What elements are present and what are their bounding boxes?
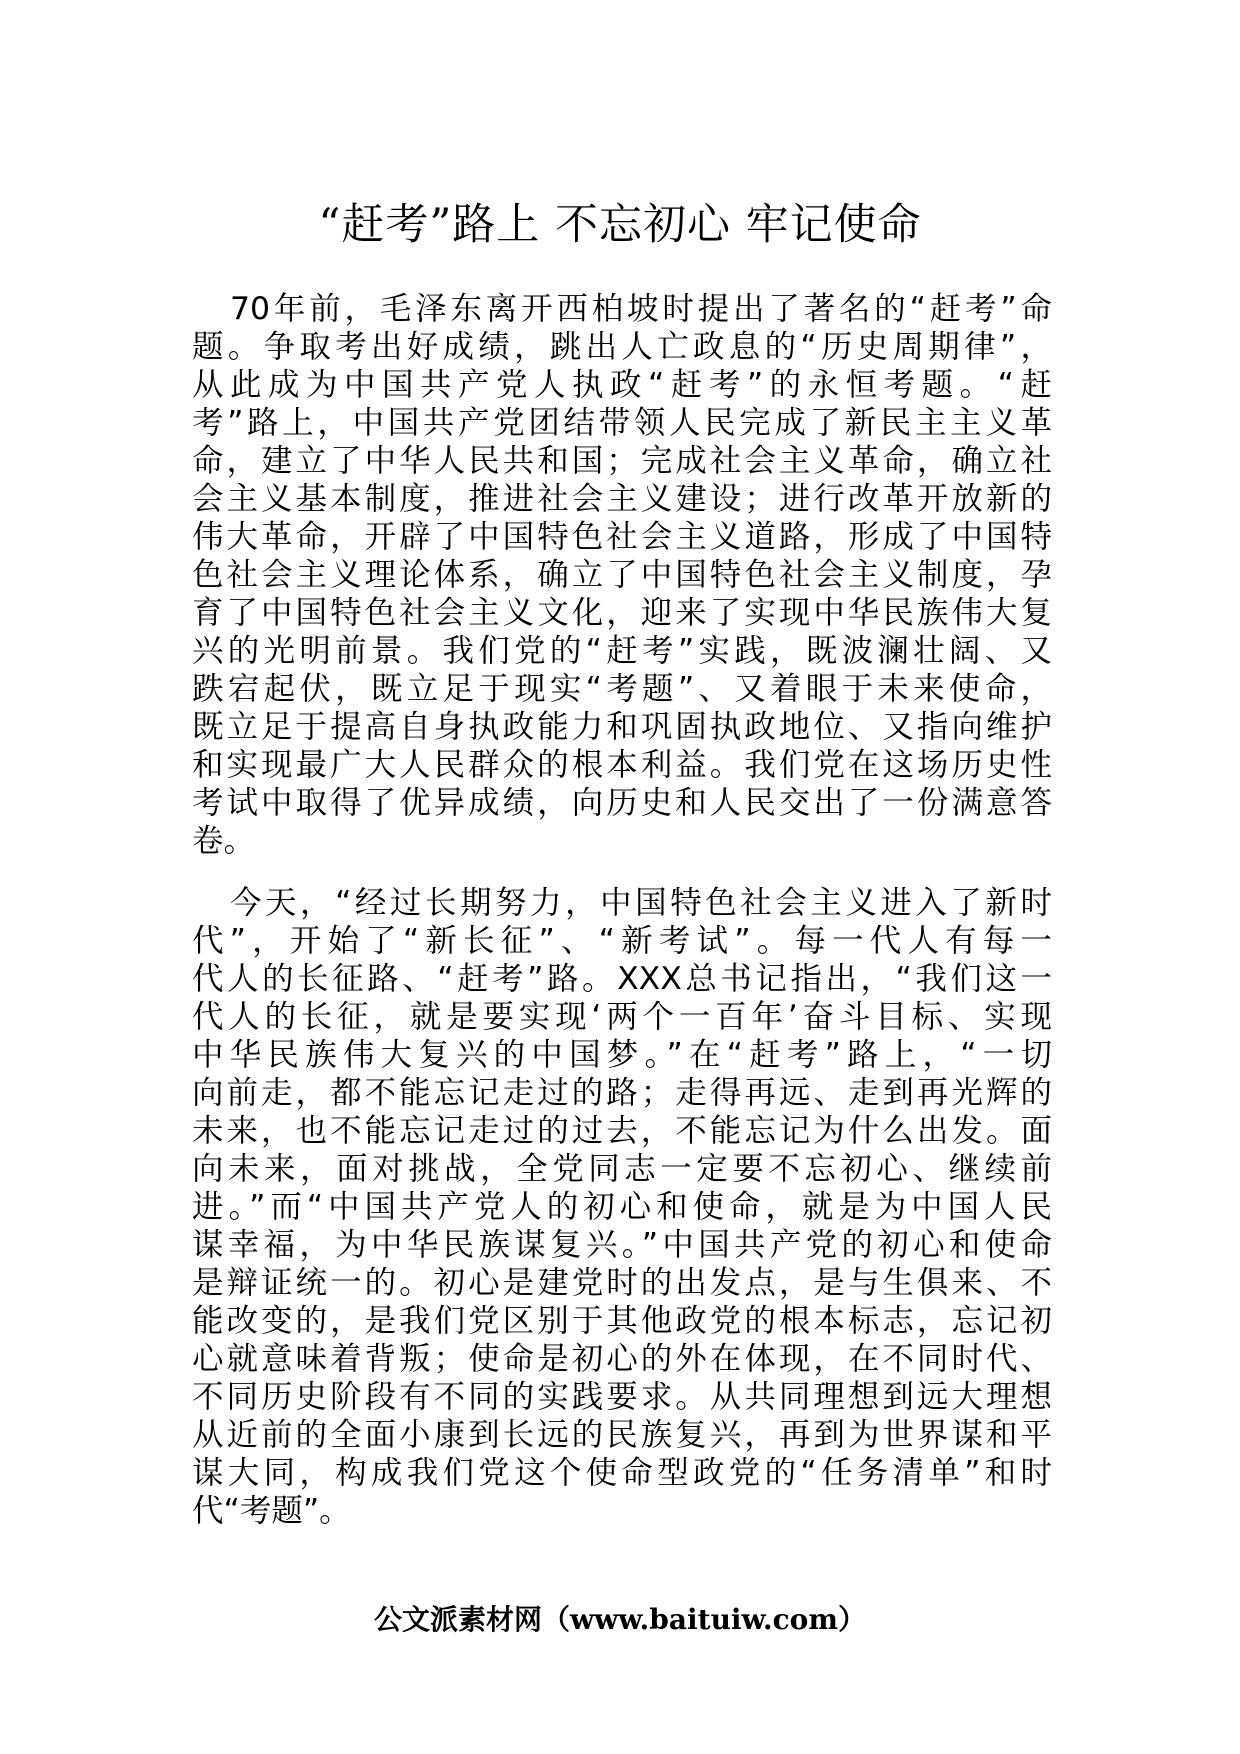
paragraph-line: 心就意味着背叛；使命是初心的外在体现，在不同时代、 bbox=[192, 1341, 1052, 1377]
footer-source: 公文派素材网（www.baituiw.com） bbox=[374, 1603, 866, 1636]
paragraph-line: 代人的长征路、“赶考”路。XXX总书记指出，“我们这一 bbox=[192, 961, 1052, 997]
paragraph-line: 代”，开始了“新长征”、“新考试”。每一代人有每一 bbox=[192, 923, 1052, 959]
paragraph-line: 会主义基本制度，推进社会主义建设；进行改革开放新的 bbox=[192, 481, 1052, 517]
paragraph-line: 兴的光明前景。我们党的“赶考”实践，既波澜壮阔、又 bbox=[192, 633, 1052, 669]
paragraph-line: 70年前，毛泽东离开西柏坡时提出了著名的“赶考”命 bbox=[230, 291, 1052, 327]
paragraph-line: 考”路上，中国共产党团结带领人民完成了新民主主义革 bbox=[192, 405, 1052, 441]
paragraph-line: 未来，也不能忘记走过的过去，不能忘记为什么出发。面 bbox=[192, 1113, 1052, 1149]
paragraph-line: 从此成为中国共产党人执政“赶考”的永恒考题。“赶 bbox=[192, 367, 1052, 403]
paragraph-line: 伟大革命，开辟了中国特色社会主义道路，形成了中国特 bbox=[192, 519, 1052, 555]
paragraph-line: 能改变的，是我们党区别于其他政党的根本标志，忘记初 bbox=[192, 1303, 1052, 1339]
paragraph-line: 向前走，都不能忘记走过的路；走得再远、走到再光辉的 bbox=[192, 1075, 1052, 1111]
paragraph-line: 向未来，面对挑战，全党同志一定要不忘初心、继续前 bbox=[192, 1151, 1052, 1187]
paragraph-line: 考试中取得了优异成绩，向历史和人民交出了一份满意答 bbox=[192, 785, 1052, 821]
paragraph-line: 进。”而“中国共产党人的初心和使命，就是为中国人民 bbox=[192, 1189, 1052, 1225]
paragraph-line: 色社会主义理论体系，确立了中国特色社会主义制度，孕 bbox=[192, 557, 1052, 593]
paragraph-line: 谋幸福，为中华民族谋复兴。”中国共产党的初心和使命 bbox=[192, 1227, 1052, 1263]
document-title: “赶考”路上 不忘初心 牢记使命 bbox=[318, 200, 922, 250]
paragraph-line: 是辩证统一的。初心是建党时的出发点，是与生俱来、不 bbox=[192, 1265, 1052, 1301]
paragraph-line: 代“考题”。 bbox=[192, 1493, 351, 1529]
paragraph-line: 命，建立了中华人民共和国；完成社会主义革命，确立社 bbox=[192, 443, 1052, 479]
paragraph-line: 今天，“经过长期努力，中国特色社会主义进入了新时 bbox=[230, 885, 1052, 921]
paragraph-line: 题。争取考出好成绩，跳出人亡政息的“历史周期律”， bbox=[192, 329, 1052, 365]
paragraph bbox=[192, 884, 1052, 1530]
paragraph-line: 既立足于提高自身执政能力和巩固执政地位、又指向维护 bbox=[192, 709, 1052, 745]
paragraph-line: 不同历史阶段有不同的实践要求。从共同理想到远大理想 bbox=[192, 1379, 1052, 1415]
paragraph-line: 卷。 bbox=[192, 823, 256, 859]
paragraph-line: 和实现最广大人民群众的根本利益。我们党在这场历史性 bbox=[192, 747, 1052, 783]
paragraph-line: 代人的长征，就是要实现‘两个一百年’奋斗目标、实现 bbox=[192, 999, 1052, 1035]
paragraph-line: 育了中国特色社会主义文化，迎来了实现中华民族伟大复 bbox=[192, 595, 1052, 631]
paragraph-line: 跌宕起伏，既立足于现实“考题”、又着眼于未来使命， bbox=[192, 671, 1052, 707]
document-body bbox=[192, 290, 1052, 1554]
paragraph-line: 谋大同，构成我们党这个使命型政党的“任务清单”和时 bbox=[192, 1455, 1052, 1491]
paragraph-line: 从近前的全面小康到长远的民族复兴，再到为世界谋和平 bbox=[192, 1417, 1052, 1453]
paragraph-line: 中华民族伟大复兴的中国梦。”在“赶考”路上，“一切 bbox=[192, 1037, 1052, 1073]
paragraph bbox=[192, 290, 1052, 860]
